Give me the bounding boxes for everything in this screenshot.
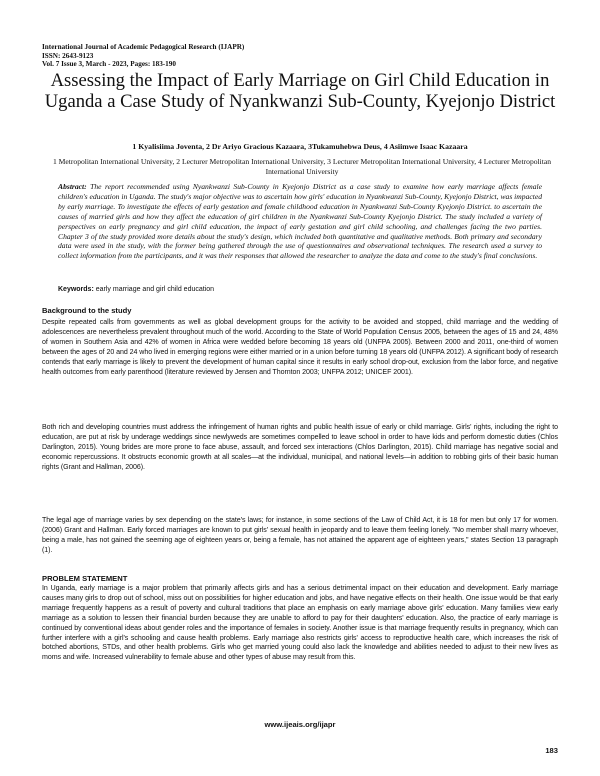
abstract-text: The report recommended using Nyankwanzi Sub-County in Kyejonjo District as a case study to examine how early marriage affects female children's education in Uganda. The study's major objective was to ascertain how girls' education in Nyankwanzi Sub-County, Kyejonjo District, was impacted by early marriage. To investigate the effects of early gestation and female childhood education in Nyankwanzi Sub-County Kyejonjo District. to ascertain the causes of married girls and how they affect the education of girl children in the Nyankwanzi Sub-County Kyejonjo District. The study included a variety of perspectives on early pregnancy and girl child education, the impact of early gestation and girl child schooling, and challenges facing the two parties. Chapter 3 of the study provided more details about the study's design, which included both quantitative and qualitative methods. Both primary and secondary data were used in the study, with the former being gathered through the use of questionnaires and observational techniques. The research used a survey to collect information from the participants, and it was their responses that allowed the researcher to analyze the data and come to the study's final conclusions. bbox=[58, 182, 543, 261]
author-list: 1 Kyalisiima Joventa, 2 Dr Ariyo Gracious Kazaara, 3Tukamuhebwa Deus, 4 Asiimwe Isaac Kazaara bbox=[132, 142, 468, 151]
abstract bbox=[58, 182, 542, 261]
journal-header bbox=[42, 43, 562, 69]
background-paragraph-3: The legal age of marriage varies by sex depending on the state's laws; for instance, in some sections of the Law of Child Act, it is 18 for men but only 17 for women. (2006) Grant and Hallman. Early forced marriages are known to put girls' sexual health in jeopardy and to leave them feeling lonely. "No member shall marry whoever, being a male, has not gained the seeming age of eighteen years or, being a female, has not attained the apparent age of eighteen years," states Section 13 paragraph (1). bbox=[42, 517, 558, 554]
journal-issn: ISSN: 2643-9123 bbox=[42, 51, 94, 60]
keywords-label: Keywords: bbox=[58, 286, 94, 293]
journal-name: International Journal of Academic Pedagogical Research (IJAPR) bbox=[42, 43, 245, 51]
keywords bbox=[58, 285, 542, 294]
background-paragraph-2: Both rich and developing countries must address the infringement of human rights and public health issue of early or child marriage. Girls' rights, including the right to education, are put at risk by underage weddings since newlyweds are sometimes compelled to leave school in order to have kids and perform domestic duties (Chlos Darlington, 2015). Young brides are more prone to face abuse, assault, and forced sex interactions (Chlos Darlington, 2015). Child marriage has negative social and economic repercussions. It obstructs economic growth at all scales—at the individual, municipal, and national levels—in addition to robbing girls of their basic human rights (Grant and Hallman, 2006). bbox=[42, 424, 558, 471]
background-paragraph-1: Despite repeated calls from governments as well as global development groups for the activity to be avoided and stopped, child marriage and the wedding of adolescences are nevertheless prevalent throughout much of the world. According to the State of World Population Census 2005, between the ages of 15 and 24, 48% of women in Southern Asia and 42% of women in Africa were wedded before becoming 18 years old (UNFPA 2005). Between 2000 and 2011, one-third of women between the ages of 20 and 24 who lived in emerging regions were either married or in a union before turning 18 years old (UNFPA 2012). A significant body of research contends that early marriage is likely to prevent the development of human capital since it results in early school drop-out, exclusion from the labor force, and negative health outcomes from early parenthood (literature reviewed by Jensen and Thornton 2003; UNFPA 2012; UNICEF 2001). bbox=[42, 319, 558, 376]
affiliations: 1 Metropolitan International University, 2 Lecturer Metropolitan International University, 3 Lecturer Metropolitan International University, 4 Lecturer Metropolitan International University bbox=[52, 157, 552, 176]
footer-url: www.ijeais.org/ijapr bbox=[264, 720, 336, 729]
page-number: 183 bbox=[545, 746, 558, 755]
journal-volume: Vol. 7 Issue 3, March - 2023, Pages: 183-190 bbox=[42, 60, 176, 69]
keywords-text: early marriage and girl child education bbox=[95, 286, 215, 293]
background-heading: Background to the study bbox=[42, 306, 132, 315]
paper-title: Assessing the Impact of Early Marriage on Girl Child Education in Uganda a Case Study of Nyankwanzi Sub-County, Kyejonjo District bbox=[44, 70, 556, 112]
abstract-label: Abstract: bbox=[58, 182, 87, 191]
problem-heading: PROBLEM STATEMENT bbox=[42, 574, 128, 583]
problem-paragraph: In Uganda, early marriage is a major problem that primarily affects girls and has a serious detrimental impact on their education and development. Early marriage causes many girls to drop out of school, miss out on possibilities for higher education and jobs, and have negative effects on their health. One issue would be that early marriage frequently happens as a result of poverty and cultural traditions that place an emphasis on early marriage above girls' education. Many families view early marriage as a solution to lessen their financial burden because they are unable to afford to pay for their daughters' education. Also, the practice of early marriage is continued by conventional ideas about gender roles and the importance of females in society. Another issue is that marriage frequently results in pregnancy, which can further interfere with a girl's schooling and cause health problems. Early marriage also restricts girls' access to reproductive health care, which increases the risk of botched abortions, STDs, and other health problems. Girls who get married young could also lack the knowledge and abilities needed to adjust to their new lives as moms and wife. Increased vulnerability to female abuse and other types of abuse may result from this. bbox=[42, 585, 558, 662]
